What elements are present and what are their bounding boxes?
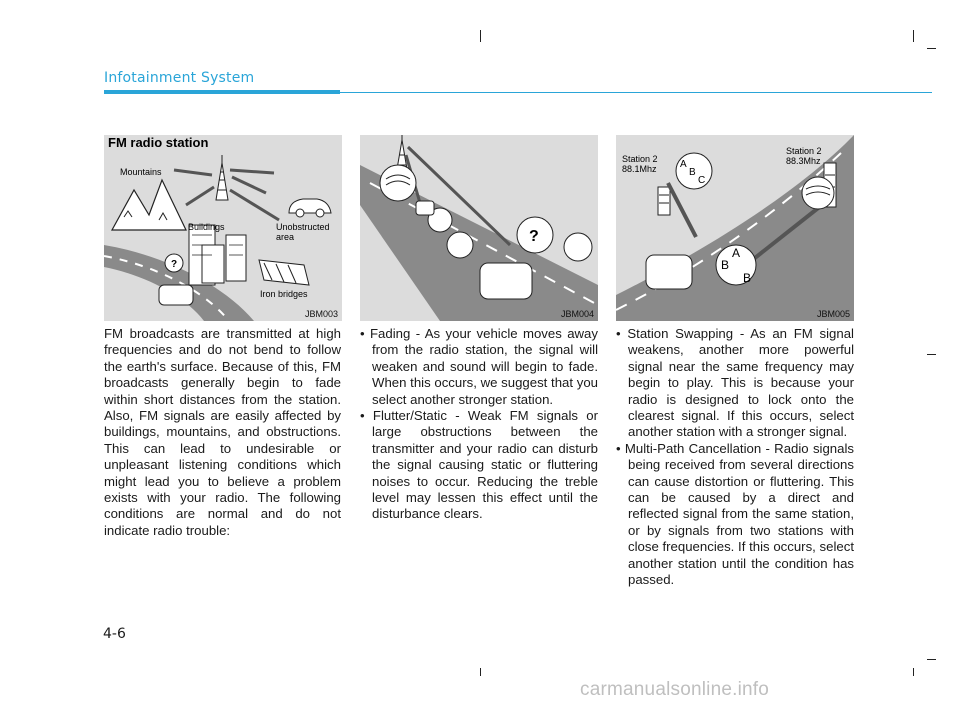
figure-fm-radio-station: [104, 135, 342, 321]
label-area: area: [276, 232, 295, 242]
crop-mark: [927, 659, 936, 660]
bullet-fading: • Fading - As your vehicle moves away from the radio station, the signal will weaken and sound will begin to fade. When this occurs, we suggest that you select another stronger station.: [360, 326, 598, 407]
station-right-name: Station 2: [786, 146, 822, 156]
label-unobstructed: Unobstructed: [276, 222, 330, 232]
figure-code: JBM005: [816, 309, 850, 319]
scrambled-letter-b2: B: [743, 271, 752, 285]
crop-mark: [927, 354, 936, 355]
label-mountains: Mountains: [120, 167, 162, 177]
bullet-flutter-static: • Flutter/Static - Weak FM signals or large obstructions between the transmitter and your radio can disturb the signal causing static or fluttering noises to occur. Reducing the treble level may lessen this effect until the disturbance clears.: [360, 408, 598, 522]
section-title: Infotainment System: [104, 70, 255, 86]
figure-code: JBM004: [560, 309, 594, 319]
figure-station-swapping: [616, 135, 854, 321]
crop-mark: [480, 668, 481, 676]
figure1-question-mark: ?: [171, 259, 178, 270]
scrambled-letter-a: A: [732, 246, 741, 260]
watermark: carmanualsonline.info: [580, 679, 770, 700]
figure-code: JBM003: [304, 309, 338, 319]
figure1-title: FM radio station: [108, 135, 209, 150]
bubble-letter-c: C: [698, 175, 706, 186]
crop-mark: [913, 30, 914, 42]
crop-mark: [480, 30, 481, 42]
intro-paragraph: FM broadcasts are transmitted at high frequencies and do not bend to follow the earth's surface. Because of this, FM broadcasts generally begin to fade within short distances from the station. Also, FM signals are easily affected by buildings, mountains, and obstructions. This can lead to undesirable or unpleasant listening conditions which might lead you to believe a problem exists with your radio. The following conditions are normal and do not indicate radio trouble:: [104, 326, 341, 538]
bullet-multipath-cancellation: • Multi-Path Cancellation - Radio signals being received from several directions can cause distortion or fluttering. This can be caused by a direct and reflected signal from the same station, or by signals from two stations with close frequencies. If this occurs, select another station until the condition has passed.: [616, 440, 854, 588]
station-right-freq: 88.3Mhz: [786, 156, 821, 166]
station-left-freq: 88.1Mhz: [622, 164, 657, 174]
column-middle: [360, 326, 598, 523]
column-right: [616, 326, 854, 589]
station-left-name: Station 2: [622, 154, 658, 164]
bullet-station-swapping: • Station Swapping - As an FM signal weakens, another more powerful signal near the same frequency may begin to play. This is because your radio is designed to lock onto the clearest signal. If this occurs, select another station with a stronger signal.: [616, 326, 854, 440]
label-buildings: Buildings: [188, 222, 225, 232]
bubble-letter-b: B: [689, 167, 696, 178]
figure-fading-static: [360, 135, 598, 321]
figure2-question-mark: ?: [529, 228, 539, 245]
crop-mark: [927, 48, 936, 49]
scrambled-letter-b: B: [721, 258, 730, 272]
page-number: 4-6: [103, 626, 126, 642]
bubble-letter-a: A: [680, 159, 687, 170]
column-left: [104, 326, 341, 539]
crop-mark: [913, 668, 914, 676]
header-rule-thick: [104, 90, 340, 94]
header-rule-thin: [340, 92, 932, 93]
label-iron-bridges: Iron bridges: [260, 289, 308, 299]
